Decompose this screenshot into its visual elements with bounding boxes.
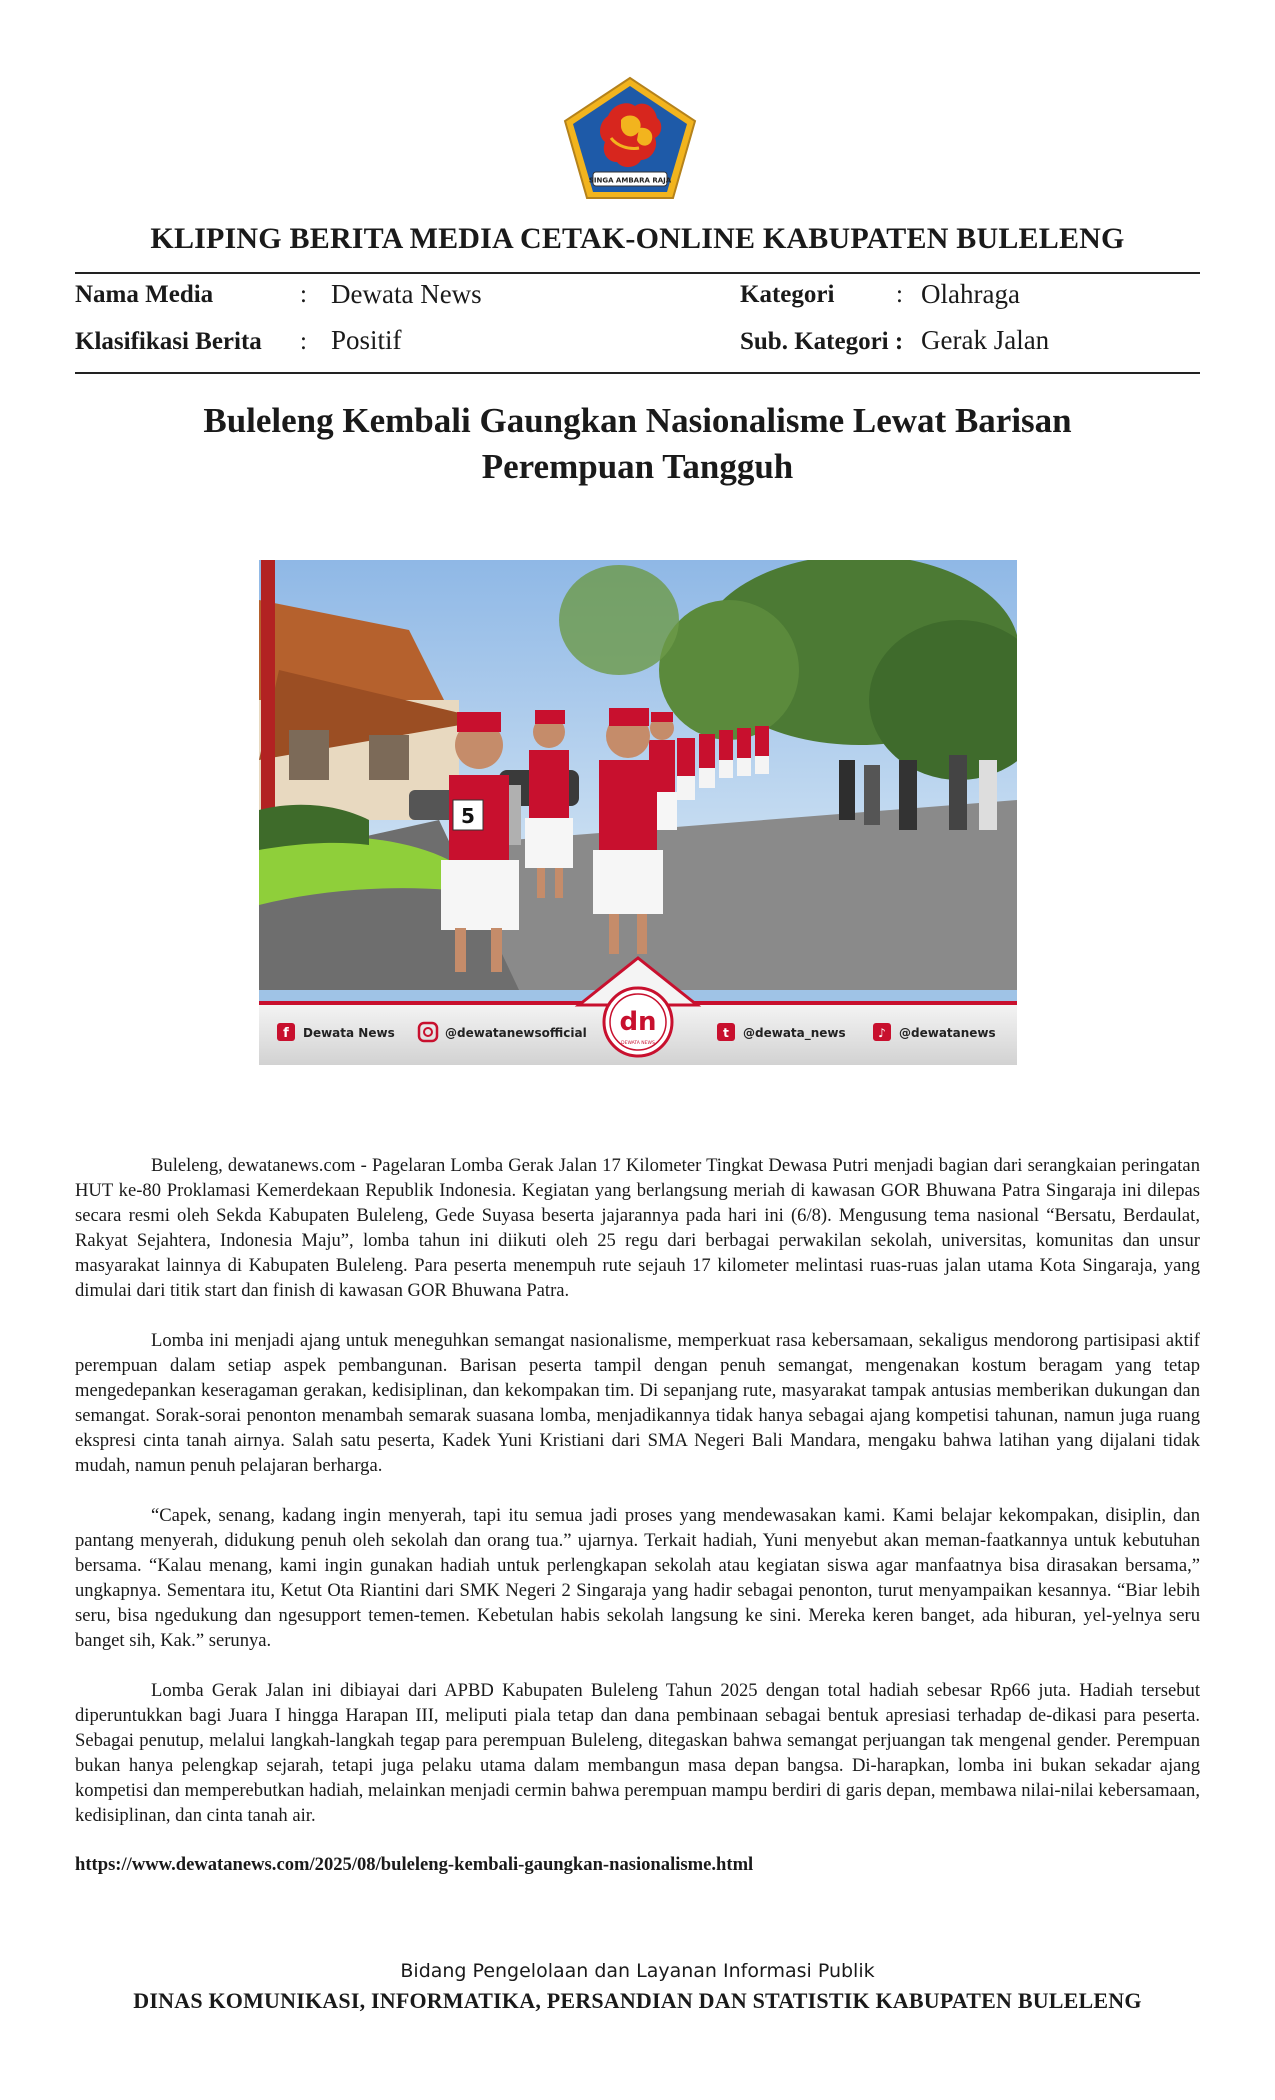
buleleng-regency-logo xyxy=(563,76,697,200)
category-colon: : xyxy=(896,281,903,308)
svg-text:t: t xyxy=(723,1026,729,1040)
svg-text:dn: dn xyxy=(619,1007,657,1037)
category-value: Olahraga xyxy=(921,279,1020,309)
svg-text:♪: ♪ xyxy=(878,1026,886,1040)
article-body xyxy=(75,1153,1200,1853)
classification-label: Klasifikasi Berita xyxy=(75,328,262,355)
svg-text:SINGA AMBARA RAJA: SINGA AMBARA RAJA xyxy=(588,176,672,185)
article-paragraph-3: “Capek, senang, kadang ingin menyerah, tapi itu semua jadi proses yang mendewasakan kami. Kami belajar kekompakan, disiplin, dan pantang menyerah, didukung penuh oleh sekolah dan orang tua.” ujarnya. Terkait hadiah, Yuni menyebut akan meman-faatkannya untuk kebutuhan bersama. “Kalau menang, kami ingin gunakan hadiah untuk perlengkapan sekolah atau kegiatan siswa agar manfaatnya bisa dirasakan bersama,” ungkapnya. Sementara itu, Ketut Ota Riantini dari SMK Negeri 2 Singaraja yang hadir sebagai penonton, turut menyampaikan kesannya. “Biar lebih seru, bisa ngedukung dan ngesupport temen-temen. Kebetulan habis sekolah langsung ke sini. Mereka keren banget, ada hiburan, yel-yelnya seru banget sih, Kak.” serunya. xyxy=(75,1505,1200,1651)
twitter-handle: @dewata_news xyxy=(743,1026,846,1040)
media-name-value: Dewata News xyxy=(331,279,482,309)
classification-colon: : xyxy=(300,328,307,355)
header-top-divider xyxy=(75,272,1200,274)
svg-text:f: f xyxy=(283,1026,289,1041)
svg-text:DEWATA NEWS: DEWATA NEWS xyxy=(621,1041,655,1046)
article-paragraph-1: Buleleng, dewatanews.com - Pagelaran Lomba Gerak Jalan 17 Kilometer Tingkat Dewasa Putri menjadi bagian dari serangkaian peringatan HUT ke-80 Proklamasi Kemerdekaan Republik Indonesia. Kegiatan yang berlangsung meriah di kawasan GOR Bhuwana Patra Singaraja ini dilepas secara resmi oleh Sekda Kabupaten Buleleng, Gede Suyasa beserta jajarannya pada hari ini (6/8). Mengusung tema nasional “Bersatu, Berdaulat, Rakyat Sejahtera, Indonesia Maju”, lomba tahun ini diikuti oleh 25 regu dari berbagai perwakilan sekolah, universitas, komunitas dan unsur masyarakat lainnya di Kabupaten Buleleng. Para peserta menempuh rute sejauh 17 kilometer melintasi ruas-ruas jalan utama Kota Singaraja, yang dimulai dari titik start dan finish di kawasan GOR Bhuwana Patra. xyxy=(75,1155,1200,1301)
header-bottom-divider xyxy=(75,372,1200,374)
headline-line-2: Perempuan Tangguh xyxy=(481,447,794,486)
article-headline xyxy=(140,398,1135,490)
article-paragraph-2: Lomba ini menjadi ajang untuk meneguhkan semangat nasionalisme, memperkuat rasa kebersamaan, sekaligus mendorong partisipasi aktif perempuan dalam setiap aspek pembangunan. Barisan peserta tampil dengan penuh semangat, mengenakan kostum beragam yang tetap mengedepankan keseragaman gerakan, kedisiplinan, dan kekompakan tim. Di sepanjang rute, masyarakat tampak antusias memberikan dukungan dan semangat. Sorak-sorai penonton menambah semarak suasana lomba, menjadikannya tidak hanya sebagai ajang kompetisi tahunan, namun juga ruang ekspresi cinta tanah airnya. Salah satu peserta, Kadek Yuni Kristiani dari SMA Negeri Bali Mandara, mengaku bahwa latihan yang dijalani tidak mudah, namun penuh pelajaran berharga. xyxy=(75,1330,1200,1476)
article-paragraph-4: Lomba Gerak Jalan ini dibiayai dari APBD Kabupaten Buleleng Tahun 2025 dengan total hadiah sebesar Rp66 juta. Hadiah tersebut diperuntukkan bagi Juara I hingga Harapan III, meliputi piala tetap dan dana pembinaan sebagai bentuk apresiasi terhadap de-dikasi para peserta. Sebagai penutup, melalui langkah-langkah tegap para perempuan Buleleng, ditegaskan bahwa semangat perjuangan tak mengenal gender. Perempuan bukan hanya pelengkap sejarah, tetapi juga pelaku utama dalam membangun masa depan bangsa. Di-harapkan, lomba ini bukan sekadar ajang kompetisi dan memperebutkan hadiah, melainkan menjadi cermin bahwa perempuan mampu berdiri di garis depan, membawa nilai-nilai kebersamaan, kedisiplinan, dan cinta tanah air. xyxy=(75,1680,1200,1826)
source-url-link[interactable]: https://www.dewatanews.com/2025/08/buleleng-kembali-gaungkan-nasionalisme.html xyxy=(75,1854,754,1875)
headline-line-1: Buleleng Kembali Gaungkan Nasionalisme Lewat Barisan xyxy=(203,401,1072,440)
sub-category-label: Sub. Kategori : xyxy=(740,328,904,355)
facebook-handle: Dewata News xyxy=(303,1026,395,1040)
media-name-label: Nama Media xyxy=(75,281,214,308)
article-photo xyxy=(259,560,1017,1065)
sub-category-value: Gerak Jalan xyxy=(921,325,1050,355)
footer-subtitle: Bidang Pengelolaan dan Layanan Informasi Publik xyxy=(400,1960,875,1982)
media-name-colon: : xyxy=(300,281,307,308)
classification-value: Positif xyxy=(331,325,402,355)
svg-text:5: 5 xyxy=(461,804,475,828)
footer-title: DINAS KOMUNIKASI, INFORMATIKA, PERSANDIAN DAN STATISTIK KABUPATEN BULELENG xyxy=(133,1988,1142,2013)
tiktok-handle: @dewatanews xyxy=(899,1026,996,1040)
category-label: Kategori xyxy=(740,281,835,308)
instagram-handle: @dewatanewsofficial xyxy=(445,1026,587,1040)
clipping-header-title: KLIPING BERITA MEDIA CETAK-ONLINE KABUPATEN BULELENG xyxy=(150,222,1125,255)
